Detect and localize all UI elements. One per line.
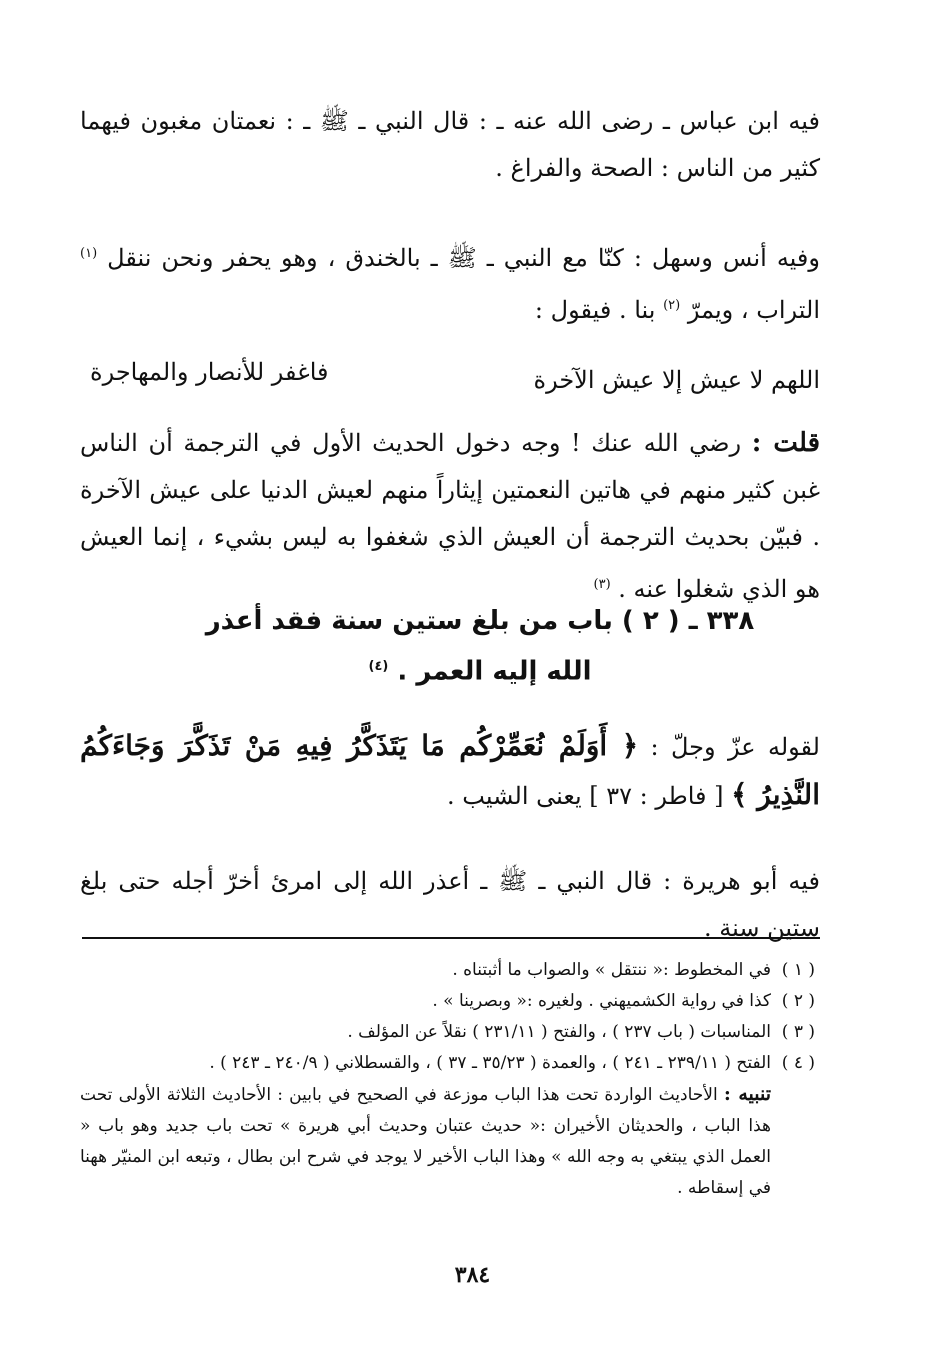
paragraph-text: رضي الله عنك ! وجه دخول الحديث الأول في الترجمة أن الناس غبن كثير منهم في هاتين النعمتين إيثاراً منهم لعيش الدنيا على عيش الآخرة . فبيّن بحديث الترجمة أن العيش الذي شغفوا به ليس بشيء ، إنما العيش هو الذي شغلوا عنه .: [80, 429, 821, 603]
footnote-note: [80, 1079, 771, 1204]
paragraph-text: بنا . فيقول :: [534, 296, 656, 324]
footnote-item: [80, 1017, 815, 1048]
paragraph-text: فيه أبو هريرة : قال النبي ـ ﷺ ـ أعذر الله إلى امرئ أخرّ أجله حتى بلغ ستين سنة .: [80, 867, 820, 942]
commentary-label: قلت :: [751, 428, 820, 458]
footnote-text: المناسبات ( باب ٢٣٧ ) ، والفتح ( ٢٣١/١١ ) نقلاً عن المؤلف .: [347, 1022, 771, 1042]
footnote-divider: [82, 937, 820, 939]
verse-hemistich-second: فاغفر للأنصار والمهاجرة: [90, 358, 329, 386]
footnote-text: الفتح ( ٢٣٩/١١ ـ ٢٤١ ) ، والعمدة ( ٣٥/٢٣ ـ ٣٧ ) ، والقسطلاني ( ٢٤٠/٩ ـ ٢٤٣ ) .: [209, 1053, 771, 1073]
footnote-text: كذا في رواية الكشميهني . ولغيره :« وبصرينا » .: [432, 991, 771, 1011]
footnote-ref-4: (٤): [368, 659, 389, 674]
page-number: ٣٨٤: [454, 1262, 491, 1288]
paragraph-text: التراب ، ويمرّ: [687, 296, 820, 324]
paragraph-commentary: [80, 420, 820, 613]
chapter-heading-line-2: [160, 644, 800, 695]
footnote-item: [80, 1048, 815, 1079]
footnote-ref-2: (٢): [663, 298, 681, 313]
note-label: تنبيه :: [723, 1083, 772, 1105]
chapter-heading-text: الله إليه العمر .: [397, 656, 592, 687]
note-text: الأحاديث الواردة تحت هذا الباب موزعة في الصحيح في بابين : الأحاديث الثلاثة الأولى تحت هذا الباب ، والحديثان الأخيران :« حديث عتبان وحديث أبي هريرة » تحت باب جديد وهو باب « العمل الذي يبتغي به وجه الله » وهذا الباب الأخير لا يوجد في شرح ابن بطال ، وتبعه ابن المنيّر ههنا في إسقاطه .: [80, 1085, 771, 1198]
chapter-heading: [160, 598, 800, 695]
footnote-number: ( ٤ ): [781, 1053, 815, 1073]
footnote-text: في المخطوط :« ننتقل » والصواب ما أثبتناه .: [452, 960, 771, 980]
footnote-item: [80, 986, 815, 1017]
paragraph-ibn-abbas: [80, 98, 820, 192]
footnote-ref-1: (١): [80, 246, 98, 261]
footnote-ref-3: (٣): [593, 577, 611, 592]
paragraph-anas-sahl: [80, 230, 820, 334]
quran-verse: ﴿ أَوَلَمْ نُعَمِّرْكُم مَا يَتَذَكَّرُ فِيهِ مَنْ تَذَكَّرَ وَجَاءَكُمُ النَّذِيرُ ﴾: [80, 729, 820, 811]
footnote-number: ( ٣ ): [781, 1022, 815, 1042]
footnote-number: ( ١ ): [781, 960, 815, 980]
verse-hemistich-first: اللهم لا عيش إلا عيش الآخرة: [533, 366, 820, 394]
paragraph-text: وفيه أنس وسهل : كنّا مع النبي ـ ﷺ ـ بالخندق ، وهو يحفر ونحن ننقل: [107, 244, 820, 272]
paragraph-text: فيه ابن عباس ـ رضى الله عنه ـ : قال النبي ـ ﷺ ـ : نعمتان مغبون فيهما كثير من الناس : الصحة والفراغ .: [80, 107, 820, 182]
paragraph-quran-citation: [80, 722, 820, 820]
footnotes-section: [80, 955, 815, 1204]
chapter-heading-line-1: ٣٣٨ ـ ( ٢ ) باب من بلغ ستين سنة فقد أعذر: [205, 606, 755, 636]
footnote-number: ( ٢ ): [781, 991, 815, 1011]
footnote-item: [80, 955, 815, 986]
paragraph-text: [ فاطر : ٣٧ ] يعنى الشيب .: [447, 782, 724, 810]
paragraph-text: لقوله عزّ وجلّ :: [650, 733, 820, 761]
